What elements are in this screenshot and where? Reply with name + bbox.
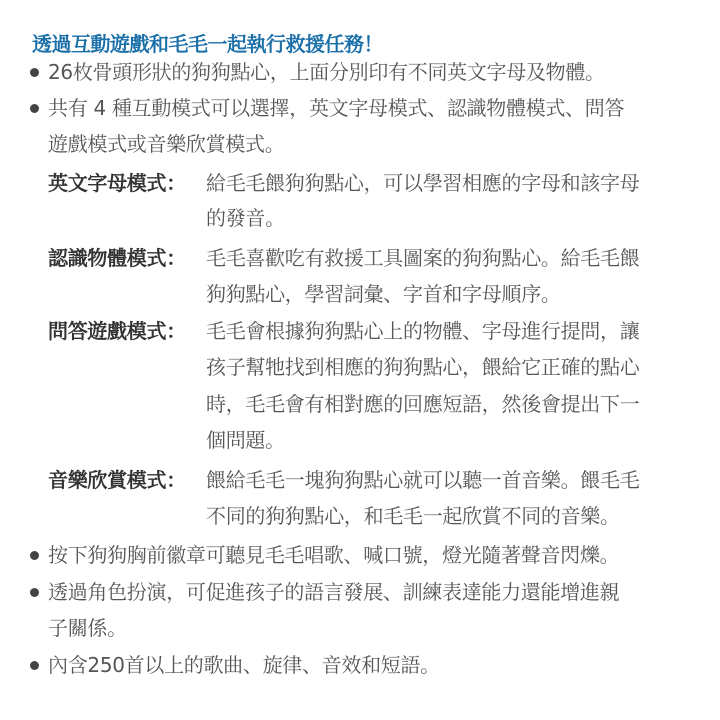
bullet-text-continued: 遊戲模式或音樂欣賞模式。 xyxy=(48,132,285,156)
section-heading: 透過互動遊戲和毛毛一起執行救援任務！ xyxy=(32,32,383,56)
mode-text: 餵給毛毛一塊狗狗點心就可以聽一首音樂。餵毛毛 xyxy=(206,468,640,492)
mode-text: 不同的狗狗點心，和毛毛一起欣賞不同的音樂。 xyxy=(206,504,620,528)
bullet-icon xyxy=(30,68,39,77)
bullet-text: 內含250首以上的歌曲、旋律、音效和短語。 xyxy=(48,653,440,677)
mode-label-music: 音樂欣賞模式： xyxy=(48,468,186,492)
mode-text: 毛毛喜歡吃有救援工具圖案的狗狗點心。給毛毛餵 xyxy=(206,246,640,270)
mode-text: 的發音。 xyxy=(206,206,285,230)
bullet-text: 按下狗狗胸前徽章可聽見毛毛唱歌、喊口號，燈光隨著聲音閃爍。 xyxy=(48,543,620,567)
mode-text: 時，毛毛會有相對應的回應短語，然後會提出下一 xyxy=(206,392,640,416)
bullet-text: 共有 4 種互動模式可以選擇，英文字母模式、認識物體模式、問答 xyxy=(48,96,625,120)
bullet-text: 透過角色扮演，可促進孩子的語言發展、訓練表達能力還能增進親 xyxy=(48,580,620,604)
mode-label-objects: 認識物體模式： xyxy=(48,246,186,270)
bullet-text: 26枚骨頭形狀的狗狗點心，上面分別印有不同英文字母及物體。 xyxy=(48,60,605,84)
bullet-icon xyxy=(30,661,39,670)
mode-text: 孩子幫牠找到相應的狗狗點心，餵給它正確的點心 xyxy=(206,355,640,379)
bullet-icon xyxy=(30,588,39,597)
mode-text: 狗狗點心，學習詞彙、字首和字母順序。 xyxy=(206,282,561,306)
mode-text: 毛毛會根據狗狗點心上的物體、字母進行提問，讓 xyxy=(206,319,640,343)
mode-label-letters: 英文字母模式： xyxy=(48,171,186,195)
bullet-icon xyxy=(30,551,39,560)
bullet-icon xyxy=(30,104,39,113)
mode-text: 給毛毛餵狗狗點心，可以學習相應的字母和該字母 xyxy=(206,171,640,195)
bullet-text-continued: 子關係。 xyxy=(48,616,127,640)
mode-label-quiz: 問答遊戲模式： xyxy=(48,319,186,343)
mode-text: 個問題。 xyxy=(206,428,285,452)
